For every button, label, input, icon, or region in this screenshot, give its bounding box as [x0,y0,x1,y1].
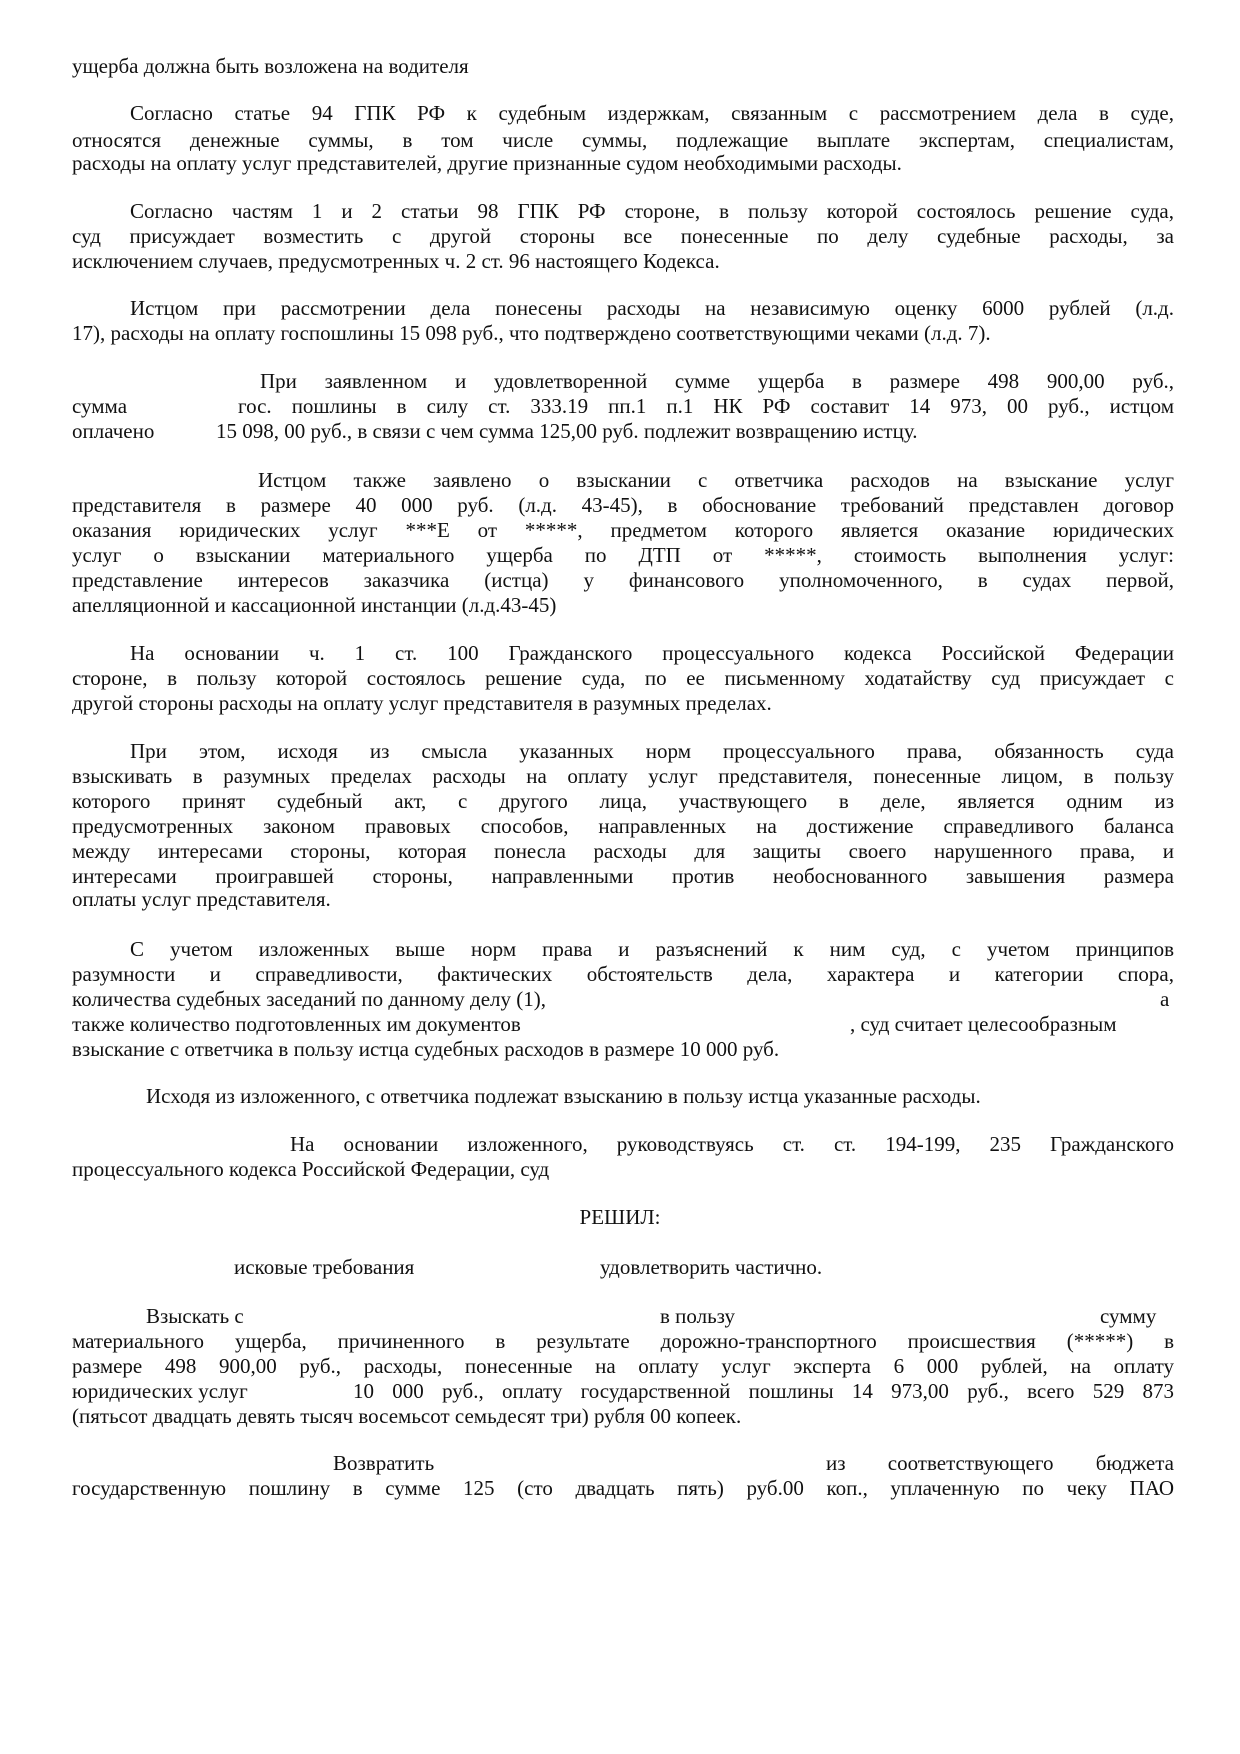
text-line: расходы на оплату услуг представителей, другие признанные судом необходимыми расходы. [72,151,902,175]
text-fragment: Возвратить [333,1451,435,1475]
text-line: взыскание с ответчика в пользу истца судебных расходов в размере 10 000 руб. [72,1037,780,1061]
text-line: исключением случаев, предусмотренных ч. 2 ст. 96 настоящего Кодекса. [72,249,720,273]
text-line: из соответствующего бюджета [826,1451,1174,1475]
text-line: предусмотренных законом правовых способов, направленных на достижение справедливого баланса [72,814,1174,838]
text-line: относятся денежные суммы, в том числе суммы, подлежащие выплате экспертам, специалистам, [72,128,1174,152]
text-line: разумности и справедливости, фактических обстоятельств дела, характера и категории спора, [72,962,1174,986]
text-line: (пятьсот двадцать девять тысяч восемьсот семьдесят три) рубля 00 копеек. [72,1404,742,1428]
text-line: ущерба должна быть возложена на водителя [72,54,469,78]
text-line: представителя в размере 40 000 руб. (л.д. 43-45), в обоснование требований представлен договор [72,493,1174,517]
text-line: суд присуждает возместить с другой стороны все понесенные по делу судебные расходы, за [72,224,1174,248]
text-line: между интересами стороны, которая понесла расходы для защиты своего нарушенного права, и [72,839,1174,863]
text-line: С учетом изложенных выше норм права и разъяснений к ним суд, с учетом принципов [130,937,1174,961]
text-fragment: количества судебных заседаний по данному делу (1), [72,987,546,1011]
text-line: На основании изложенного, руководствуясь ст. ст. 194-199, 235 Гражданского [290,1132,1174,1156]
text-line: Исходя из изложенного, с ответчика подлежат взысканию в пользу истца указанные расходы. [146,1084,981,1108]
text-line: Согласно частям 1 и 2 статьи 98 ГПК РФ стороне, в пользу которой состоялось решение суда, [130,199,1174,223]
text-line: взыскивать в разумных пределах расходы на оплату услуг представителя, понесенные лицом, в пользу [72,764,1174,788]
text-line: апелляционной и кассационной инстанции (л.д.43-45) [72,593,557,617]
text-line: гос. пошлины в силу ст. 333.19 пп.1 п.1 НК РФ составит 14 973, 00 руб., истцом [238,394,1174,418]
text-line: Согласно статье 94 ГПК РФ к судебным издержкам, связанным с рассмотрением дела в суде, [130,101,1174,125]
text-line: государственную пошлину в сумме 125 (сто двадцать пять) руб.00 коп., уплаченную по чеку ПАО [72,1476,1174,1500]
text-line: интересами проигравшей стороны, направленными против необоснованного завышения размера [72,864,1174,888]
text-line: размере 498 900,00 руб., расходы, понесенные на оплату услуг эксперта 6 000 рублей, на оплату [72,1354,1174,1378]
text-line: Истцом также заявлено о взыскании с ответчика расходов на взыскание услуг [258,468,1174,492]
text-fragment: оплачено [72,419,155,443]
text-fragment: удовлетворить частично. [600,1255,823,1279]
text-fragment: юридических услуг [72,1379,248,1403]
text-line: На основании ч. 1 ст. 100 Гражданского процессуального кодекса Российской Федерации [130,641,1174,665]
text-line: оплаты услуг представителя. [72,887,331,911]
text-fragment: 15 098, 00 руб., в связи с чем сумма 125,00 руб. подлежит возвращению истцу. [216,419,918,443]
text-line: услуг о взыскании материального ущерба по ДТП от *****, стоимость выполнения услуг: [72,543,1174,567]
text-line: Истцом при рассмотрении дела понесены расходы на независимую оценку 6000 рублей (л.д. [130,296,1174,320]
text-line: При этом, исходя из смысла указанных норм процессуального права, обязанность суда [130,739,1174,763]
text-fragment: исковые требования [234,1255,415,1279]
text-fragment: также количество подготовленных им документов [72,1012,521,1036]
text-line: процессуального кодекса Российской Федерации, суд [72,1157,550,1181]
text-line: стороне, в пользу которой состоялось решение суда, по ее письменному ходатайству суд присуждает с [72,666,1174,690]
text-fragment: Взыскать с [146,1304,244,1328]
text-line: При заявленном и удовлетворенной сумме ущерба в размере 498 900,00 руб., [260,369,1174,393]
text-fragment: а [1160,987,1170,1011]
text-fragment: в пользу [660,1304,736,1328]
text-fragment: сумму [1100,1304,1157,1328]
text-fragment: , суд считает целесообразным [850,1012,1117,1036]
text-line: представление интересов заказчика (истца) у финансового уполномоченного, в судах первой, [72,568,1174,592]
text-line: материального ущерба, причиненного в результате дорожно-транспортного происшествия (*****) в [72,1329,1174,1353]
text-fragment: сумма [72,394,128,418]
text-line: 17), расходы на оплату госпошлины 15 098 руб., что подтверждено соответствующими чеками (л.д. 7). [72,321,991,345]
text-line: оказания юридических услуг ***Е от *****, предметом которого является оказание юридических [72,518,1174,542]
text-line: другой стороны расходы на оплату услуг представителя в разумных пределах. [72,691,772,715]
decision-heading: РЕШИЛ: [579,1205,661,1229]
text-line: 10 000 руб., оплату государственной пошлины 14 973,00 руб., всего 529 873 [353,1379,1174,1403]
text-line: которого принят судебный акт, с другого лица, участвующего в деле, является одним из [72,789,1174,813]
